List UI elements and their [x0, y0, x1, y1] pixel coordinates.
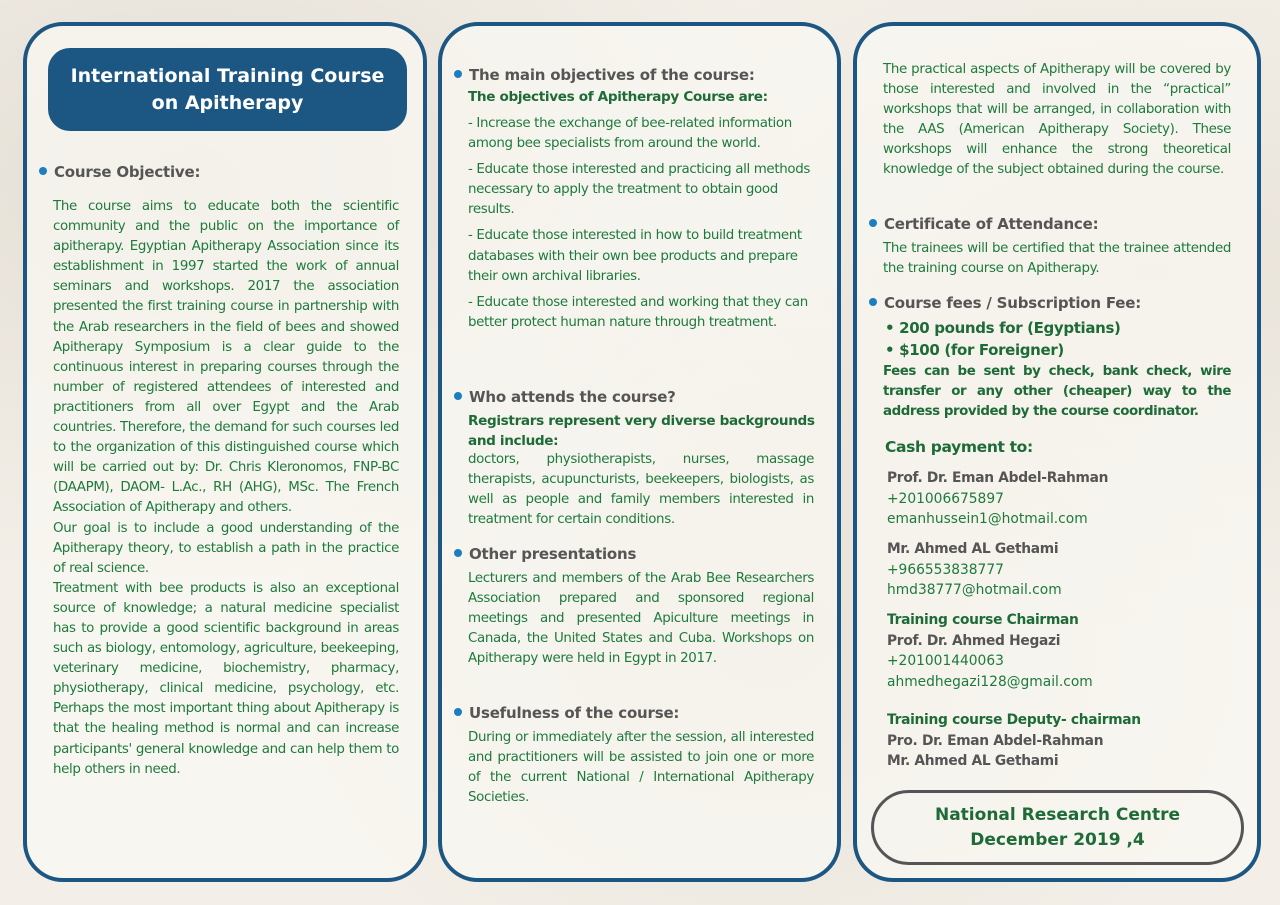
bullet-icon	[869, 219, 877, 227]
course-objective-heading: Course Objective:	[39, 163, 200, 181]
course-title-line1: International Training Course	[70, 64, 385, 87]
contact-card	[887, 539, 1062, 601]
event-date: December 2019 ,4	[970, 829, 1145, 850]
objectives-heading: The main objectives of the course:	[454, 66, 755, 84]
contact-email[interactable]: emanhussein1@hotmail.com	[887, 511, 1088, 527]
deputy-role: Training course Deputy- chairman	[887, 712, 1141, 728]
contact-name: Mr. Ahmed AL Gethami	[887, 541, 1059, 557]
middle-panel	[438, 22, 841, 882]
certificate-heading: Certificate of Attendance:	[869, 215, 1098, 233]
bullet-icon	[454, 392, 462, 400]
objective-item: - Increase the exchange of bee-related information among bee specialists from around the world.	[468, 116, 792, 152]
contact-phone: +201006675897	[887, 490, 1004, 507]
deputy-name: Pro. Dr. Eman Abdel-Rahman	[887, 732, 1104, 749]
contact-card	[887, 468, 1108, 530]
bullet-icon	[454, 708, 462, 716]
contact-name: Prof. Dr. Eman Abdel-Rahman	[887, 470, 1109, 486]
venue-name: National Research Centre	[934, 804, 1181, 825]
course-objective-paragraph: The course aims to educate both the scientific community and the public on the importance of apitherapy. Egyptian Apitherapy Association since its establishment in 1997 started the work of annual seminars and workshops. 2017 the association presented the first training course in partnership with the Arab researchers in the field of bees and showed Apitherapy Symposium is a clear guide to the continuous interest in preparing courses through the number of registered attendees of interested and practitioners from all over Egypt and the Arab countries. Therefore, the demand for such courses led to the organization of this distinguished course which will be carried out by: Dr. Chris Kleronomos, FNP-BC (DAAPM), DAOM- L.Ac., RH (AHG), MSc. The French Association of Apitherapy and others.	[53, 199, 399, 516]
contact-email[interactable]: hmd38777@hotmail.com	[887, 582, 1062, 598]
bullet-icon	[869, 298, 877, 306]
fee-foreigner: • $100 (for Foreigner)	[885, 341, 1064, 359]
deputy-card	[887, 710, 1141, 772]
objective-item: - Educate those interested and working that they can better protect human nature through treatment.	[468, 294, 808, 330]
fees-heading: Course fees / Subscription Fee:	[869, 294, 1141, 312]
objective-item: - Educate those interested and practicing all methods necessary to apply the treatment to obtain good results.	[468, 162, 810, 218]
objectives-list	[468, 114, 820, 333]
objective-item: - Educate those interested in how to build treatment databases with their own bee products and prepare their own archival libraries.	[468, 228, 802, 284]
usefulness-text: During or immediately after the session, all interested and practitioners will be assisted to join one or more of the current National / International Apitherapy Societies.	[468, 730, 814, 806]
chairman-phone: +201001440063	[887, 653, 1004, 669]
usefulness-heading: Usefulness of the course:	[454, 704, 679, 722]
course-title-banner	[48, 48, 407, 131]
fee-egyptians: • 200 pounds for (Egyptians)	[885, 319, 1121, 337]
attendees-heading: Who attends the course?	[454, 388, 676, 406]
contact-phone: +966553838777	[887, 561, 1004, 578]
attendees-text: doctors, physiotherapists, nurses, massage therapists, acupuncturists, beekeepers, biologists, as well as people and family members interested in treatment for certain conditions.	[468, 452, 814, 528]
course-objective-text	[53, 197, 399, 780]
course-objective-paragraph: Treatment with bee products is also an exceptional source of knowledge; a natural medicine specialist has to provide a good scientific background in areas such as biology, entomology, agriculture, beekeeping, veterinary medicine, biochemistry, pharmacy, physiotherapy, clinical medicine, psychology, etc. Perhaps the most important thing about Apitherapy is that the healing method is normal and can increase participants' general knowledge and can help them to help others in need.	[53, 580, 399, 777]
course-title-line2: on Apitherapy	[151, 91, 304, 114]
course-objective-paragraph: Our goal is to include a good understanding of the Apitherapy theory, to establish a path in the practice of real science.	[53, 520, 399, 576]
venue-date-box	[871, 790, 1244, 865]
other-presentations-heading: Other presentations	[454, 545, 636, 563]
other-presentations-text: Lecturers and members of the Arab Bee Researchers Association prepared and sponsored regional meetings and presented Apiculture meetings in Canada, the United States and Cuba. Workshops on Apitherapy were held in Egypt in 2017.	[468, 571, 814, 667]
chairman-card	[887, 610, 1093, 692]
attendees-subheading: Registrars represent very diverse backgrounds and include:	[468, 413, 815, 449]
cash-payment-heading: Cash payment to:	[885, 438, 1033, 456]
fees-payment-text: Fees can be sent by check, bank check, wire transfer or any other (cheaper) way to the address provided by the course coordinator.	[883, 364, 1231, 420]
certificate-text: The trainees will be certified that the trainee attended the training course on Apitherapy.	[883, 241, 1231, 277]
bullet-icon	[39, 167, 47, 175]
left-panel	[23, 22, 427, 882]
bullet-icon	[454, 549, 462, 557]
chairman-email[interactable]: ahmedhegazi128@gmail.com	[887, 673, 1093, 690]
practical-aspects-text: The practical aspects of Apitherapy will be covered by those interested and involved in the “practical” workshops that will be arranged, in collaboration with the AAS (American Apitherapy Society). These workshops will enhance the strong theoretical knowledge of the subject obtained during the course.	[883, 62, 1231, 178]
deputy-name: Mr. Ahmed AL Gethami	[887, 753, 1059, 769]
right-panel	[853, 22, 1261, 882]
chairman-role: Training course Chairman	[887, 612, 1079, 628]
objectives-subheading: The objectives of Apitherapy Course are:	[468, 89, 768, 105]
chairman-name: Prof. Dr. Ahmed Hegazi	[887, 632, 1061, 649]
bullet-icon	[454, 70, 462, 78]
